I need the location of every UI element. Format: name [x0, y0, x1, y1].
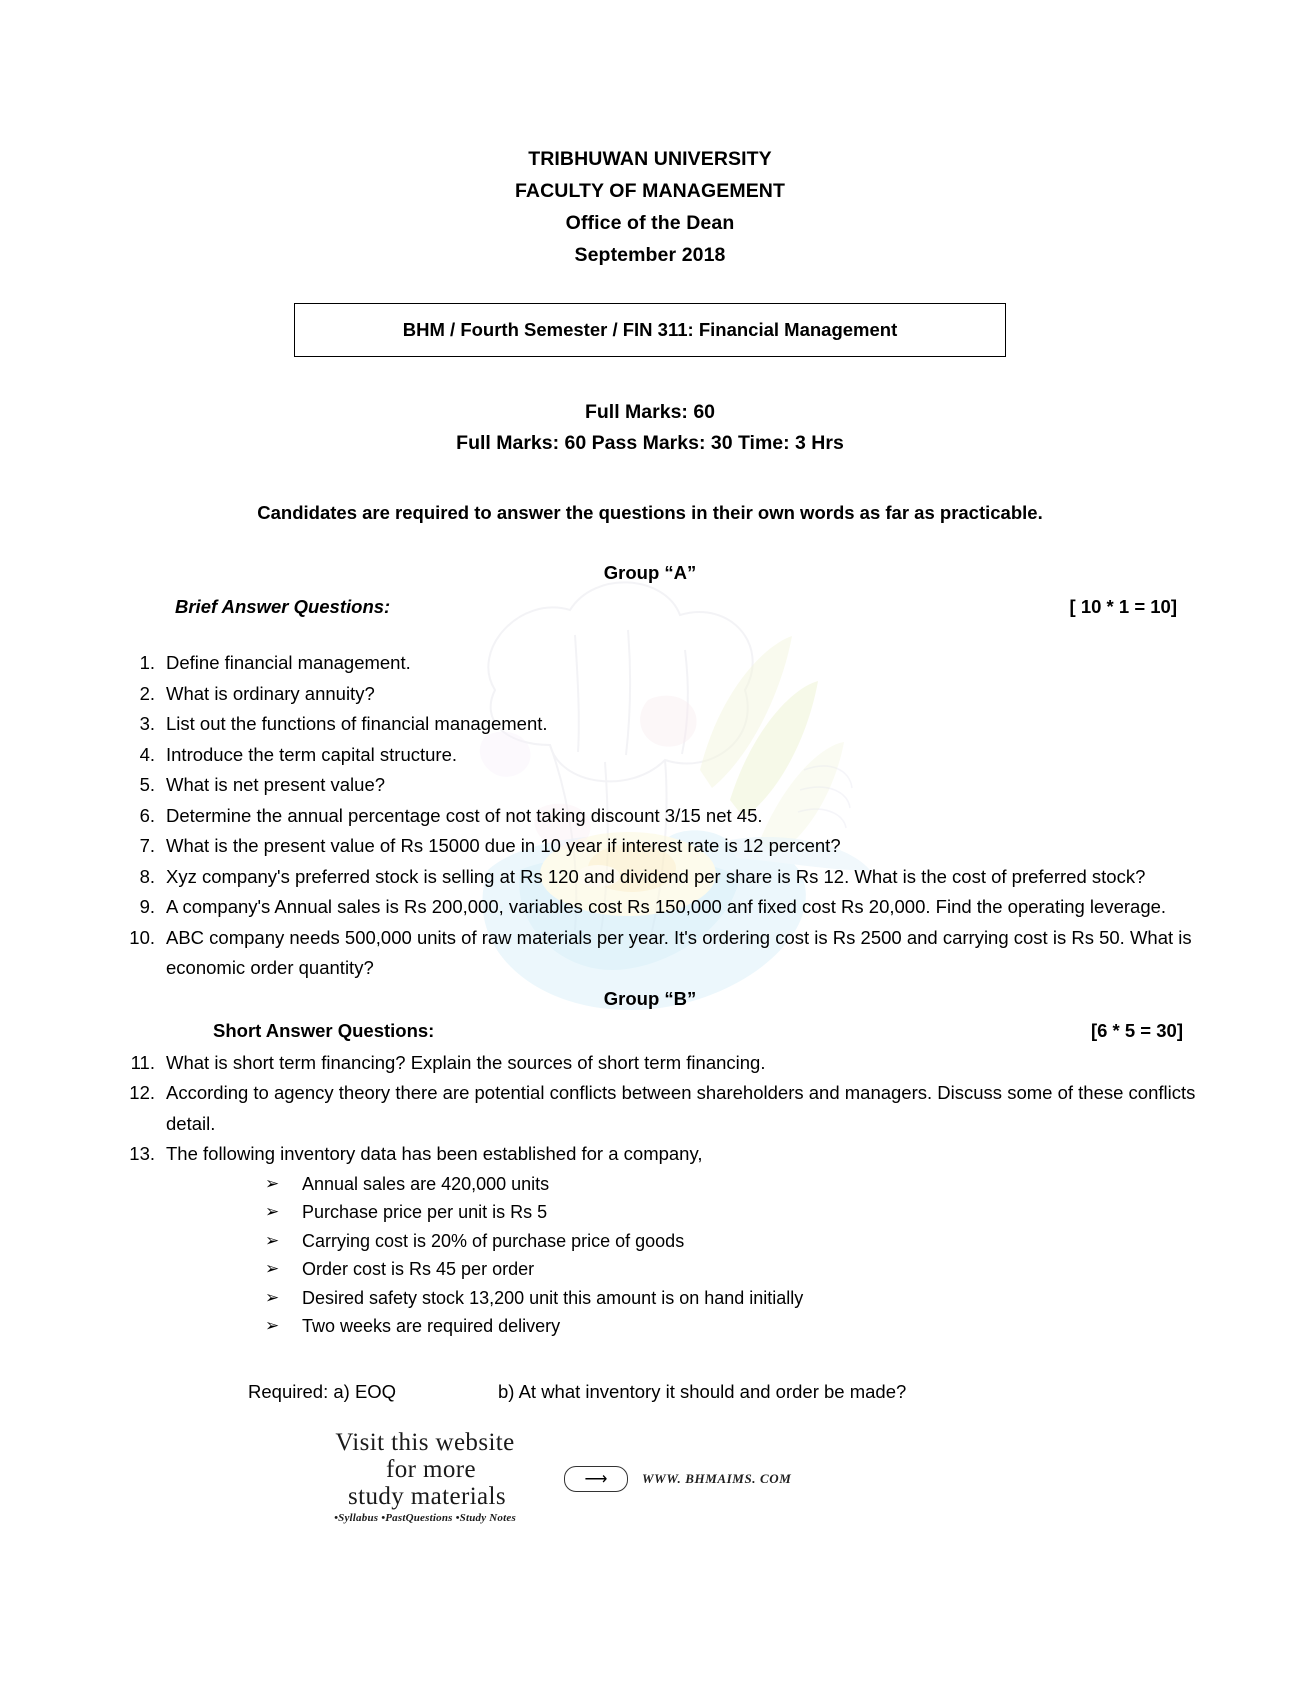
question-text: What is short term financing? Explain the sources of short term financing.: [166, 1051, 766, 1073]
promo-subtitle: •Syllabus •PastQuestions •Study Notes: [334, 1511, 516, 1524]
question-text: Define financial management.: [166, 652, 411, 673]
short-answer-questions-label: Short Answer Questions:: [213, 1019, 435, 1041]
question-text: The following inventory data has been established for a company,: [166, 1143, 703, 1164]
question-number: 8.: [139, 865, 155, 887]
footer-link-group[interactable]: [550, 1460, 791, 1492]
question-item: [95, 1139, 1205, 1170]
arrow-bullet-icon: ➢: [265, 1259, 280, 1278]
question-item: [95, 648, 1205, 679]
group-b-heading: Group “B”: [603, 987, 697, 1009]
question-text: What is ordinary annuity?: [166, 682, 375, 704]
website-url[interactable]: WWW. BHMAIMS. COM: [642, 1471, 792, 1486]
question-number: 7.: [139, 835, 155, 856]
list-item: [95, 1284, 1205, 1313]
question-item: [95, 1078, 1205, 1139]
question-item: [95, 862, 1205, 893]
question-item: [95, 1048, 1205, 1079]
question-number: 5.: [139, 774, 155, 795]
question-number: 6.: [139, 804, 155, 826]
arrow-bullet-icon: ➢: [265, 1202, 280, 1221]
required-part-b: b) At what inventory it should and order be made?: [498, 1380, 907, 1402]
question-item: [95, 831, 1205, 862]
course-box: [294, 303, 1006, 357]
promo-text-block: [300, 1429, 550, 1524]
question-text: Xyz company's preferred stock is selling at Rs 120 and dividend per share is Rs 12. What is the cost of preferred stock?: [166, 865, 1146, 887]
promo-line-3: study materials: [347, 1482, 507, 1510]
marks-time-line: Full Marks: 60 Pass Marks: 30 Time: 3 Hrs: [456, 432, 844, 454]
brief-answer-questions-label: Brief Answer Questions:: [175, 596, 391, 617]
group-b-marks: [6 * 5 = 30]: [1090, 1019, 1183, 1041]
question-number: 3.: [139, 713, 155, 734]
group-b-question-list: [95, 1048, 1205, 1170]
list-item-label: Annual sales are 420,000 units: [302, 1173, 550, 1194]
question-item: [95, 801, 1205, 832]
group-a-question-list: [95, 648, 1205, 984]
list-item: [95, 1255, 1205, 1284]
question-number: 11.: [130, 1051, 155, 1073]
footer-promo: [95, 1429, 1205, 1524]
list-item: [95, 1170, 1205, 1199]
inventory-data-bullet-list: [95, 1170, 1205, 1341]
question-number: 2.: [139, 682, 155, 704]
course-box-wrapper: [95, 303, 1205, 357]
question-number: 13.: [129, 1143, 155, 1164]
question-number: 1.: [139, 652, 155, 673]
institution-header: [95, 0, 1205, 271]
question-item: [95, 770, 1205, 801]
list-item-label: Two weeks are required delivery: [302, 1316, 561, 1336]
question-number: 12.: [129, 1082, 155, 1103]
question-text: According to agency theory there are potential conflicts between shareholders and managers. Discuss some of these conflicts detail.: [166, 1082, 1196, 1134]
question-text: What is the present value of Rs 15000 due in 10 year if interest rate is 12 percent?: [166, 835, 841, 856]
arrow-bullet-icon: ➢: [265, 1316, 280, 1335]
arrow-bullet-icon: ➢: [265, 1230, 280, 1250]
list-item-label: Purchase price per unit is Rs 5: [302, 1202, 548, 1222]
question-text: ABC company needs 500,000 units of raw materials per year. It's ordering cost is Rs 2500 and carrying cost is Rs 50. What is economic order quantity?: [166, 926, 1192, 978]
marks-block: [95, 397, 1205, 459]
question-text: A company's Annual sales is Rs 200,000, variables cost Rs 150,000 anf fixed cost Rs 20,000. Find the operating leverage.: [166, 896, 1167, 917]
group-a-marks: [ 10 * 1 = 10]: [1069, 596, 1177, 617]
question-item: [95, 892, 1205, 923]
required-row: [95, 1381, 1205, 1403]
arrow-bullet-icon: ➢: [265, 1287, 280, 1307]
list-item-label: Order cost is Rs 45 per order: [302, 1259, 535, 1279]
list-item: [95, 1227, 1205, 1256]
exam-date: September 2018: [574, 244, 726, 266]
list-item: [95, 1198, 1205, 1227]
question-item: [95, 740, 1205, 771]
list-item: [95, 1312, 1205, 1341]
question-text: List out the functions of financial management.: [166, 713, 548, 734]
group-a-heading: Group “A”: [603, 562, 697, 583]
question-item: [95, 923, 1205, 984]
question-item: [95, 679, 1205, 710]
promo-line-2: for more: [386, 1455, 476, 1483]
question-text: Determine the annual percentage cost of not taking discount 3/15 net 45.: [166, 804, 763, 826]
question-text: Introduce the term capital structure.: [166, 743, 457, 765]
group-a-section-row: [95, 596, 1205, 618]
arrow-bullet-icon: ➢: [265, 1173, 280, 1193]
faculty-name: FACULTY OF MANAGEMENT: [514, 180, 786, 202]
university-name: TRIBHUWAN UNIVERSITY: [528, 148, 772, 170]
required-part-a: Required: a) EOQ: [248, 1380, 397, 1402]
list-item-label: Desired safety stock 13,200 unit this amount is on hand initially: [302, 1287, 804, 1308]
question-item: [95, 709, 1205, 740]
question-number: 9.: [139, 896, 155, 917]
right-arrow-icon: ⟶: [564, 1466, 628, 1492]
office-name: Office of the Dean: [565, 212, 735, 234]
list-item-label: Carrying cost is 20% of purchase price of goods: [302, 1230, 685, 1251]
course-title: BHM / Fourth Semester / FIN 311: Financial Management: [402, 319, 898, 340]
question-number: 4.: [139, 743, 155, 765]
candidate-instruction: Candidates are required to answer the questions in their own words as far as practicable.: [257, 502, 1043, 523]
question-number: 10.: [129, 926, 155, 948]
question-text: What is net present value?: [166, 774, 386, 795]
group-b-section-row: [95, 1020, 1205, 1042]
full-marks-line: Full Marks: 60: [584, 401, 716, 423]
promo-line-1: Visit this website: [335, 1428, 515, 1456]
